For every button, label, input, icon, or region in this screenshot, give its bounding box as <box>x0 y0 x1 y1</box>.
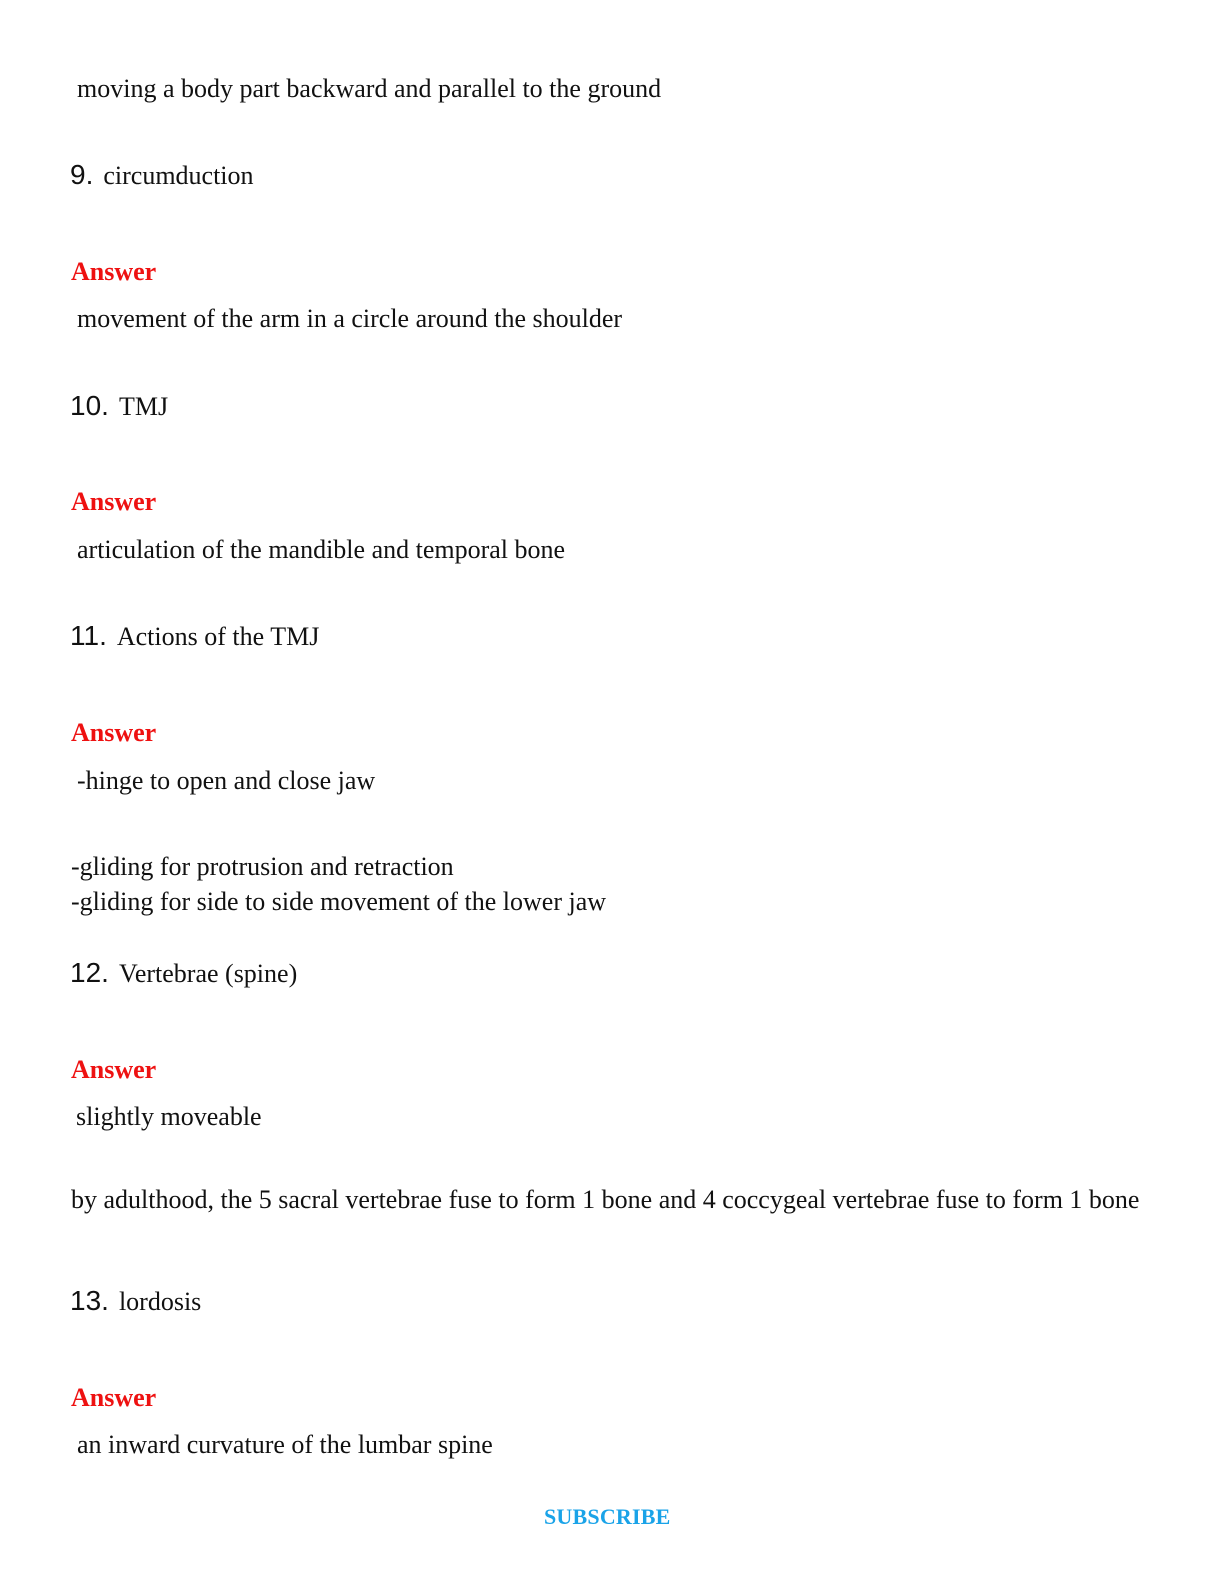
question-number: 13. <box>70 1285 109 1316</box>
question-number: 9. <box>70 159 94 190</box>
answer-text: articulation of the mandible and temporal bone <box>77 535 566 564</box>
subscribe-link[interactable]: SUBSCRIBE <box>544 1504 671 1529</box>
answer-text: slightly moveable <box>76 1102 262 1131</box>
question-11 <box>70 620 319 653</box>
question-9 <box>70 159 254 192</box>
answer-text: an inward curvature of the lumbar spine <box>77 1430 493 1459</box>
answer-label: Answer <box>71 1055 157 1084</box>
answer-text: -gliding for side to side movement of the lower jaw <box>71 887 607 916</box>
carryover-answer-text: moving a body part backward and parallel to the ground <box>77 74 662 103</box>
question-number: 12. <box>70 957 109 988</box>
answer-text: -gliding for protrusion and retraction <box>71 852 454 881</box>
question-12 <box>70 957 297 990</box>
question-13 <box>70 1285 201 1318</box>
answer-label: Answer <box>71 1383 157 1412</box>
question-number: 10. <box>70 390 109 421</box>
question-term: TMJ <box>118 392 169 421</box>
question-number: 11. <box>70 620 107 651</box>
answer-text: movement of the arm in a circle around the shoulder <box>77 304 623 333</box>
question-term: lordosis <box>118 1287 202 1316</box>
answer-label: Answer <box>71 718 157 747</box>
answer-label: Answer <box>71 487 157 516</box>
question-term: circumduction <box>103 161 254 190</box>
answer-label: Answer <box>71 257 157 286</box>
answer-text: by adulthood, the 5 sacral vertebrae fuse to form 1 bone and 4 coccygeal vertebrae fuse to form 1 bone <box>71 1185 1140 1214</box>
question-10 <box>70 390 168 423</box>
question-term: Vertebrae (spine) <box>118 959 298 988</box>
answer-text: -hinge to open and close jaw <box>77 766 376 795</box>
question-term: Actions of the TMJ <box>116 622 320 651</box>
